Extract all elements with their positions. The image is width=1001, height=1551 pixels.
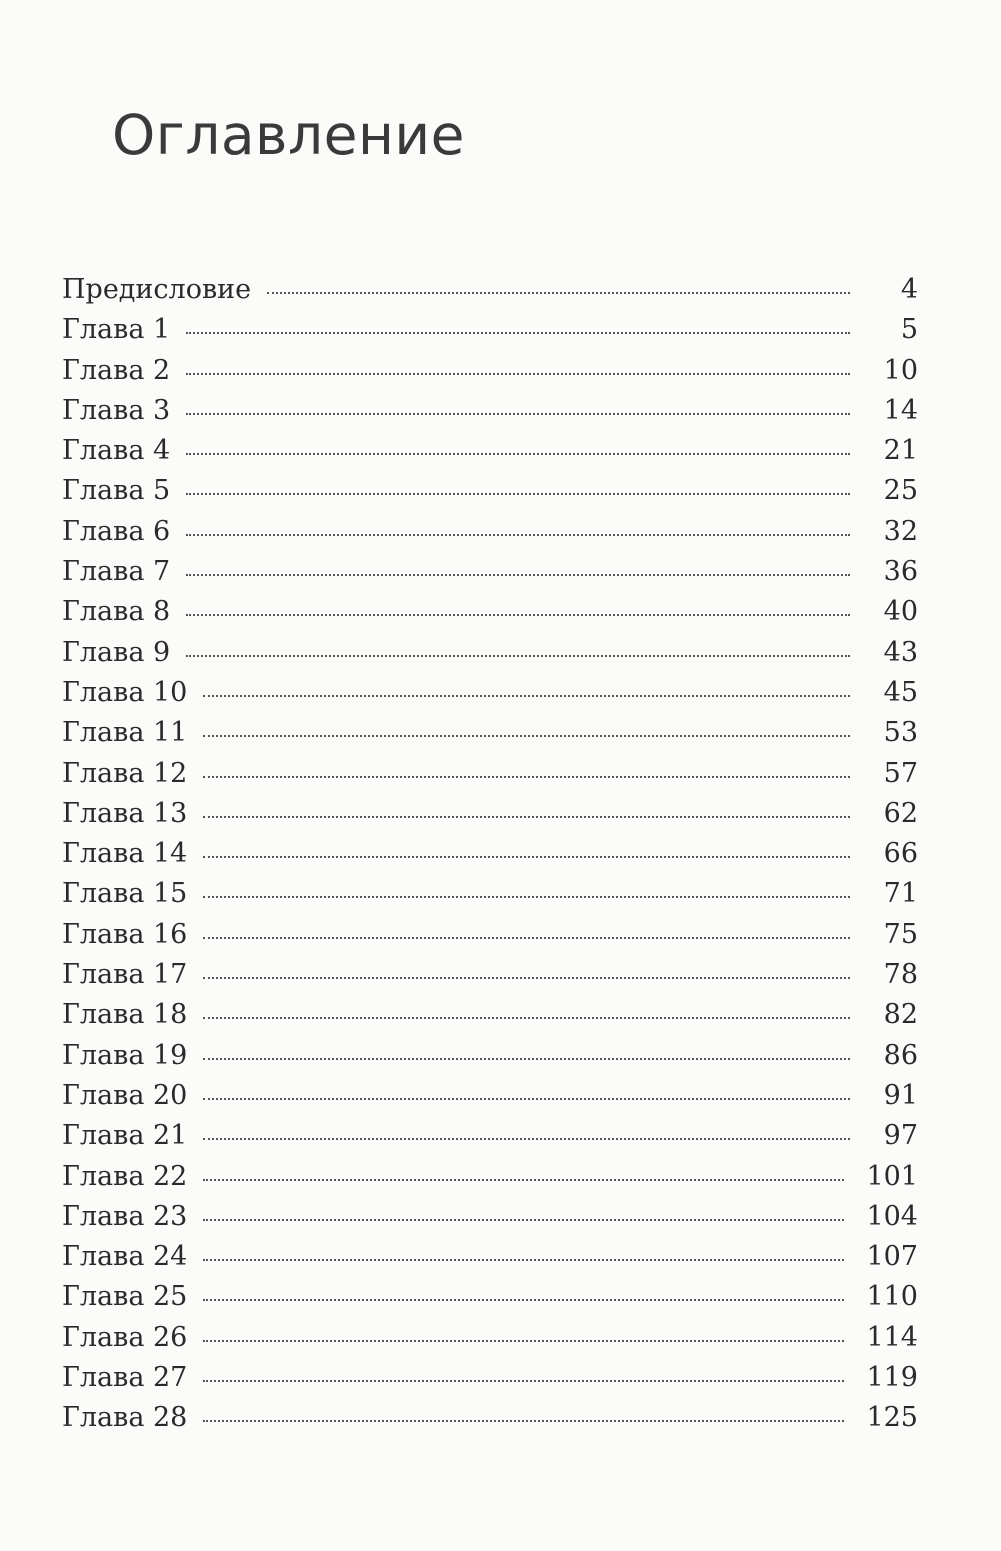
dot-leader	[203, 977, 850, 979]
toc-entry-page-number: 53	[883, 717, 918, 749]
toc-entry-label: Глава 8	[62, 596, 171, 628]
toc-entry-page-number: 25	[883, 475, 918, 507]
dot-leader	[186, 574, 850, 576]
toc-entry-label: Глава 19	[62, 1039, 188, 1071]
toc-entry-page-number: 78	[883, 959, 918, 991]
toc-entry-label: Глава 22	[62, 1160, 188, 1192]
dot-leader	[186, 332, 850, 334]
dot-leader	[203, 1017, 850, 1019]
toc-entry	[62, 1040, 918, 1080]
toc-entry-label: Глава 14	[62, 838, 188, 870]
toc-entry-page-number: 104	[866, 1200, 918, 1232]
toc-entry-page-number: 10	[883, 354, 918, 386]
dot-leader	[203, 1179, 844, 1181]
toc-entry-label: Глава 13	[62, 797, 188, 829]
toc-entry	[62, 274, 918, 314]
toc-entry	[62, 999, 918, 1039]
toc-entry-label: Глава 28	[62, 1402, 188, 1434]
dot-leader	[186, 655, 850, 657]
toc-entry-page-number: 62	[883, 797, 918, 829]
dot-leader	[186, 614, 850, 616]
toc-entry	[62, 516, 918, 556]
toc-entry	[62, 1402, 918, 1442]
toc-entry-page-number: 107	[866, 1241, 918, 1273]
dot-leader	[186, 453, 850, 455]
toc-entry-page-number: 4	[900, 274, 918, 305]
toc-entry-page-number: 125	[866, 1402, 918, 1434]
toc-entry-page-number: 91	[883, 1079, 918, 1111]
dot-leader	[203, 1138, 850, 1140]
page-title: Оглавление	[112, 103, 465, 167]
toc-entry-page-number: 5	[900, 314, 918, 346]
toc-entry-label: Глава 2	[62, 354, 171, 386]
dot-leader	[203, 695, 850, 697]
dot-leader	[203, 1340, 844, 1342]
toc-entry-page-number: 66	[883, 838, 918, 870]
dot-leader	[203, 1259, 844, 1261]
toc-entry	[62, 395, 918, 435]
toc-entry-label: Предисловие	[62, 274, 252, 305]
dot-leader	[203, 1299, 844, 1301]
toc-entry-label: Глава 23	[62, 1200, 188, 1232]
toc-entry	[62, 1201, 918, 1241]
toc-entry	[62, 717, 918, 757]
toc-entry	[62, 919, 918, 959]
toc-entry-page-number: 82	[883, 999, 918, 1031]
toc-entry-page-number: 43	[883, 636, 918, 668]
toc-entry-label: Глава 16	[62, 918, 188, 950]
toc-entry-page-number: 36	[883, 556, 918, 588]
toc-entry-label: Глава 15	[62, 878, 188, 910]
toc-entry-page-number: 14	[883, 394, 918, 426]
toc-entry-page-number: 75	[883, 918, 918, 950]
toc-entry	[62, 1322, 918, 1362]
dot-leader	[186, 413, 850, 415]
toc-entry	[62, 1120, 918, 1160]
toc-entry	[62, 475, 918, 515]
toc-entry-label: Глава 9	[62, 636, 171, 668]
dot-leader	[203, 1219, 844, 1221]
toc-entry-page-number: 86	[883, 1039, 918, 1071]
toc-entry-label: Глава 5	[62, 475, 171, 507]
toc-entry-page-number: 97	[883, 1120, 918, 1152]
toc-entry-label: Глава 7	[62, 556, 171, 588]
toc-entry-label: Глава 4	[62, 435, 171, 467]
dot-leader	[203, 1098, 850, 1100]
dot-leader	[203, 896, 850, 898]
toc-entry	[62, 758, 918, 798]
dot-leader	[203, 937, 850, 939]
toc-entry-label: Глава 25	[62, 1281, 188, 1313]
toc-entry-page-number: 45	[883, 676, 918, 708]
toc-entry-page-number: 114	[866, 1321, 918, 1353]
toc-entry-page-number: 40	[883, 596, 918, 628]
toc-entry-page-number: 119	[866, 1362, 918, 1394]
toc-entry	[62, 355, 918, 395]
dot-leader	[203, 1420, 844, 1422]
toc-entry-label: Глава 26	[62, 1321, 188, 1353]
toc-entry	[62, 556, 918, 596]
toc-entry-page-number: 57	[883, 757, 918, 789]
toc-entry-label: Глава 24	[62, 1241, 188, 1273]
toc-entry	[62, 314, 918, 354]
toc-entry	[62, 435, 918, 475]
toc-entry	[62, 1241, 918, 1281]
toc-entry-page-number: 32	[883, 515, 918, 547]
toc-entry-label: Глава 11	[62, 717, 188, 749]
toc-entry	[62, 1281, 918, 1321]
dot-leader	[203, 1058, 850, 1060]
toc-entry-label: Глава 10	[62, 676, 188, 708]
toc-entry	[62, 878, 918, 918]
dot-leader	[203, 856, 850, 858]
toc-entry	[62, 596, 918, 636]
toc-entry-page-number: 101	[866, 1160, 918, 1192]
toc-entry	[62, 838, 918, 878]
table-of-contents	[62, 274, 918, 1443]
toc-entry-label: Глава 6	[62, 515, 171, 547]
toc-entry	[62, 1161, 918, 1201]
dot-leader	[186, 493, 850, 495]
toc-entry-label: Глава 20	[62, 1079, 188, 1111]
toc-entry-page-number: 71	[883, 878, 918, 910]
dot-leader	[186, 373, 850, 375]
toc-entry-page-number: 21	[883, 435, 918, 467]
toc-entry	[62, 1080, 918, 1120]
toc-entry	[62, 1362, 918, 1402]
dot-leader	[203, 816, 850, 818]
toc-entry-label: Глава 1	[62, 314, 171, 346]
dot-leader	[186, 534, 850, 536]
toc-entry-page-number: 110	[866, 1281, 918, 1313]
dot-leader	[203, 735, 850, 737]
toc-entry-label: Глава 3	[62, 394, 171, 426]
toc-entry-label: Глава 21	[62, 1120, 188, 1152]
toc-entry	[62, 798, 918, 838]
toc-entry-label: Глава 27	[62, 1362, 188, 1394]
toc-entry	[62, 959, 918, 999]
toc-entry-label: Глава 18	[62, 999, 188, 1031]
dot-leader	[203, 776, 850, 778]
dot-leader	[267, 292, 850, 294]
toc-entry-label: Глава 12	[62, 757, 188, 789]
toc-entry-label: Глава 17	[62, 959, 188, 991]
toc-entry	[62, 637, 918, 677]
dot-leader	[203, 1380, 844, 1382]
toc-entry	[62, 677, 918, 717]
